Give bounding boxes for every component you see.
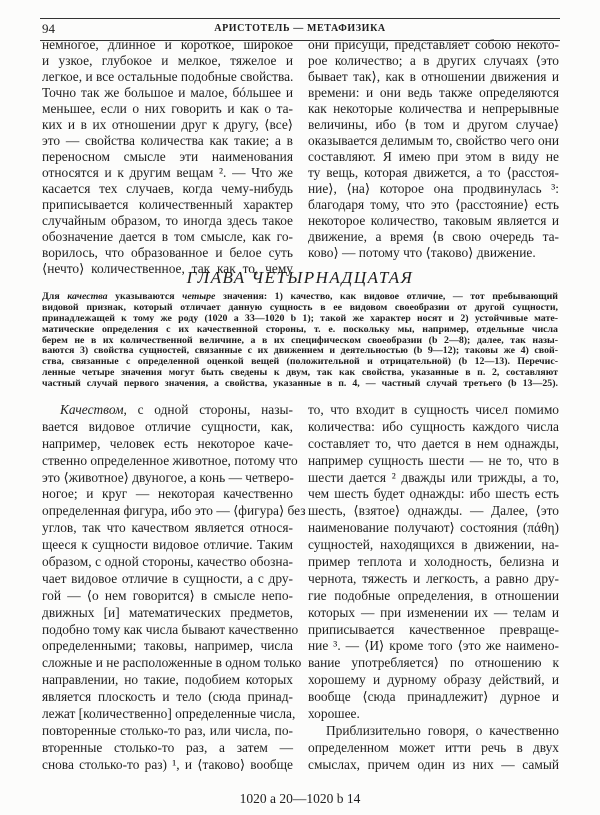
page-number: 94	[42, 21, 55, 36]
text-line: времени: и они ведь также определяются	[308, 85, 559, 100]
text-line: чем шесть будет однажды: ибо шесть есть	[308, 486, 559, 502]
italic-term: четыре	[182, 291, 216, 302]
text-line: чернота, тяжесть и легкость, а равно дру-	[308, 570, 559, 586]
chapter-summary	[42, 292, 558, 390]
text-line: образом, с одной стороны, качество обозна-	[42, 554, 293, 570]
text-segment: указываются	[107, 291, 183, 302]
text-line: видовой признак, который отличает данную сущность в ее видовом своеобразии от другой сущности,	[42, 301, 558, 313]
text-line: обозначение дается в том смысле, как го-	[42, 229, 293, 244]
text-line: вается видовое отличие сущности, как,	[42, 418, 293, 434]
text-line: частный случай первого значения, а свойства, указанные в п. 4, — частный случай третьего (b 13—25).	[42, 378, 558, 390]
text-line: движение, а время ⟨в свою очередь та-	[308, 229, 559, 244]
text-line: гой — ⟨о нем говорится⟩ в смысле непо-	[42, 587, 293, 603]
text-line: они присущи, представляет собою некото-	[308, 37, 559, 52]
text-line: вторенные столько-то раз, а затем —	[42, 739, 293, 755]
text-line: переносном смысле эти наименования	[42, 149, 293, 164]
text-line: относятся и к другим вещам ². — Что же	[42, 165, 293, 180]
text-line: гие подобные определения, в отношении	[308, 587, 559, 603]
text-line: Приблизительно говоря, о качественно	[326, 722, 559, 738]
running-title: АРИСТОТЕЛЬ — МЕТАФИЗИКА	[214, 23, 386, 34]
text-line: шести дается ² дважды или трижды, а то,	[308, 469, 559, 485]
text-line: лежат [количественно] определенные числа,	[42, 706, 296, 722]
text-line: ворилось, что образованное и белое суть	[42, 245, 293, 260]
text-line: ково⟩ — потому что ⟨таково⟩ движение.	[308, 245, 536, 260]
text-line: это ⟨животное⟩ двуногое, а конь — четверо-	[42, 469, 294, 485]
text-line: вообще ⟨сюда принадлежит⟩ дурное и	[308, 689, 559, 705]
text-line: случайным образом, то иногда здесь такое	[42, 213, 293, 228]
text-line: некоторое количество, таковым является и	[308, 213, 559, 228]
text-line: приписывается качественное превраще-	[308, 621, 559, 637]
text-line: например, человек есть некоторое каче-	[42, 435, 293, 451]
bottom-left-column	[42, 402, 306, 774]
text-line: составляет то, что дается в нем однажды,	[308, 435, 559, 451]
italic-term: качества	[67, 291, 108, 302]
text-line: ваются 3) свойства сущностей, связанные с их движением и деятельностью (b 9—12); таковы же 4) свой-	[42, 345, 558, 357]
text-segment: Для	[42, 291, 68, 302]
text-line: вание употребляется⟩ по отношению к	[308, 655, 559, 671]
text-line: ⟨нечто⟩ количественное, так как то, чему	[42, 261, 293, 276]
text-line: движных [и] математических предметов,	[42, 604, 293, 620]
text-line: величины, ибо ⟨в том и другом случае⟩	[308, 117, 559, 132]
text-line: щееся к сущности видовое отличие. Таким	[42, 537, 293, 553]
text-line: принадлежащей к тому же роду (1020 a 33—1020 b 1); такой же характер носят и 2) устойчивые мате-	[42, 312, 558, 324]
text-line: ства, связанные с определенной оценкой вещей (положительной и отрицательной) (b 12—13). Перечис-	[42, 356, 558, 368]
text-line: хорошему и дурному образу действий, и	[308, 672, 559, 688]
text-line: углов, так что качеством является относя-	[42, 520, 293, 536]
top-right-column	[308, 37, 559, 261]
text-line: берем не в их количественной величине, а в их специфическом своеобразии (b 2—8); далее, так назы-	[42, 334, 558, 346]
text-line: как некоторые количества и непрерывные	[308, 101, 559, 116]
text-line: ленные четыре значения могут быть сведены к двум, так как свойства, указанные в п. 2, составляют	[42, 367, 558, 379]
header-top-rule	[40, 18, 560, 19]
text-line: это — свойства количества как такие; а в	[42, 133, 293, 148]
text-segment: значения: 1) качество, как видовое отличие, — тот пребывающий	[215, 291, 558, 302]
text-line: ту вещь, которая движется, а то ⟨расстоя-	[308, 165, 559, 180]
text-line: немногое, длинное и короткое, широкое	[42, 37, 293, 52]
text-segment: , с одной стороны, назы-	[123, 402, 293, 417]
text-line: повторенные столько-то раз, или числа, по-	[42, 722, 293, 738]
text-line: приписывается количественный характер	[42, 197, 293, 212]
text-line: составляют. Я имею при этом в виду не	[308, 149, 559, 164]
text-line: смыслах, причем один из них — самый	[308, 756, 559, 772]
text-line: чает видовое отличие в сущности, а с дру-	[42, 570, 293, 586]
text-line: ние⟩, ⟨на⟩ которое она продвинулась ³:	[308, 181, 559, 196]
text-line: ногое; и круг — некоторая качественно	[42, 486, 293, 502]
chapter-title: ГЛАВА ЧЕТЫРНАДЦАТАЯ	[186, 268, 414, 287]
text-line: бывает так⟩, как в отношении движения и	[308, 69, 559, 84]
text-line: определенном может итти речь в двух	[308, 739, 559, 755]
text-line: Точно так же большое и малое, бóльшее и	[42, 85, 293, 100]
text-line: шесть, ⟨взятое⟩ однажды. — Далее, ⟨это	[308, 503, 559, 519]
text-line: количества: ибо сущность каждого числа	[308, 418, 559, 434]
text-line: ственно определенное животное, потому что	[42, 452, 298, 468]
text-line: и узкое, глубокое и мелкое, тяжелое и	[42, 53, 293, 68]
text-line: оказывается делимым то, свойство чего они	[308, 133, 559, 148]
text-line: ких и в их отношении друг к другу, ⟨все⟩	[42, 117, 293, 132]
text-line: рое количество; а в других случаях ⟨это	[308, 53, 559, 68]
text-line: легкое, и все остальные подобные свойства.	[42, 69, 294, 84]
text-line: является плоскость и тело (сюда принад-	[42, 689, 293, 705]
text-line: касается тех случаев, когда чему-нибудь	[42, 181, 293, 196]
bekker-reference: 1020 a 20—1020 b 14	[239, 791, 361, 806]
text-line: сложные и не расположенные в одном только	[42, 655, 302, 671]
text-line: меньшее, если о них говорить и как о та-	[42, 101, 293, 116]
text-line: благодаря тому, что это ⟨расстояние⟩ есть	[308, 197, 559, 212]
text-line: матические определения с их качественной стороны, т. е. поскольку мы, например, отдельные числа	[42, 323, 558, 335]
bottom-right-column	[308, 402, 559, 774]
text-line: снова столько-то раз) ¹, и ⟨таково⟩ вообще	[42, 756, 293, 772]
text-line: например сущность шести — не то, что в	[308, 452, 559, 468]
text-line: подобно тому как числа бывают качественно	[42, 621, 299, 637]
italic-term: Качеством	[60, 402, 124, 417]
text-line: определенными; таковы, например, числа	[42, 638, 293, 654]
text-line: то, что входит в сущность чисел помимо	[308, 402, 559, 417]
text-line: пример теплота и холодность, белизна и	[308, 554, 559, 570]
top-left-column	[42, 37, 293, 277]
text-line: которых — при изменении их — телам и	[308, 604, 559, 620]
text-line: ние ³. — ⟨И⟩ кроме того ⟨это же наимено-	[308, 638, 559, 654]
text-line: направлении, но такие, подобием которых	[42, 672, 293, 688]
text-line: определенная фигура, ибо это — ⟨фигура⟩ без	[42, 503, 306, 519]
text-line: хорошее.	[308, 706, 360, 722]
text-line: наименование получают⟩ состояния (πάθη)	[308, 520, 559, 536]
text-line	[42, 402, 293, 419]
text-line: сущностей, находящихся в движении, на-	[308, 537, 559, 553]
